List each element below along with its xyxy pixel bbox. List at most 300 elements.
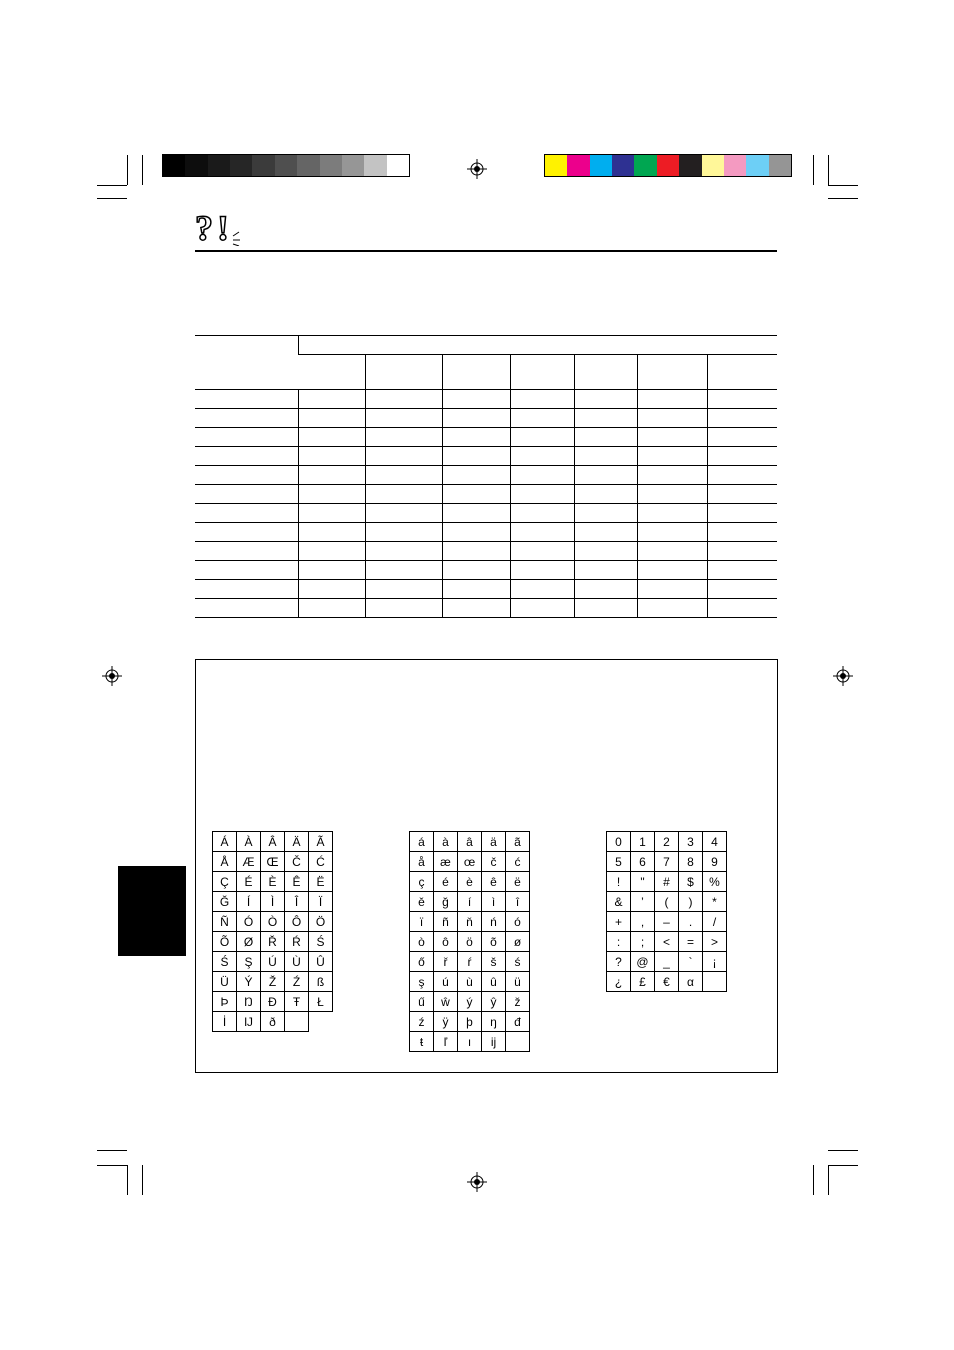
character-cell: Õ (213, 932, 237, 952)
character-cell: Å (213, 852, 237, 872)
character-cell: É (237, 872, 261, 892)
character-row (410, 952, 530, 972)
crop-mark (813, 1165, 814, 1195)
character-cell: Ć (309, 852, 333, 872)
character-cell: ç (410, 872, 434, 892)
character-cell: ć (506, 852, 530, 872)
character-cell: í (458, 892, 482, 912)
calibration-swatch (634, 155, 656, 176)
table-cell (638, 580, 708, 599)
table-cell (638, 504, 708, 523)
character-row (213, 932, 333, 952)
table-cell (443, 523, 511, 542)
character-cell: Î (285, 892, 309, 912)
crop-mark (828, 185, 858, 186)
character-cell: ä (482, 832, 506, 852)
character-cell: œ (458, 852, 482, 872)
table-cell (195, 466, 298, 485)
character-cell: $ (679, 872, 703, 892)
table-cell (511, 390, 575, 409)
character-cell: % (703, 872, 727, 892)
character-cell: Đ (261, 992, 285, 1012)
table-cell (708, 409, 777, 428)
calibration-swatch (364, 155, 386, 176)
table-row (195, 504, 777, 523)
table-cell (298, 561, 365, 580)
color-calibration-strip (544, 154, 792, 177)
character-row (213, 952, 333, 972)
character-cell: ) (679, 892, 703, 912)
character-cell (506, 1032, 530, 1052)
calibration-swatch (567, 155, 589, 176)
table-cell (443, 409, 511, 428)
table-cell (708, 355, 777, 390)
character-cell: ß (309, 972, 333, 992)
character-cell: + (607, 912, 631, 932)
character-cell: ĳ (482, 1032, 506, 1052)
character-cell: Ş (237, 952, 261, 972)
registration-target-icon (467, 1172, 487, 1192)
character-cell: Ã (309, 832, 333, 852)
character-cell: ě (410, 892, 434, 912)
character-cell: â (458, 832, 482, 852)
table-cell (443, 466, 511, 485)
character-cell: ŧ (410, 1032, 434, 1052)
table-row (195, 428, 777, 447)
table-cell (366, 409, 443, 428)
table-row (195, 409, 777, 428)
character-cell: À (237, 832, 261, 852)
symbol-character-table (606, 831, 727, 992)
table-cell (195, 561, 298, 580)
character-cell: ó (506, 912, 530, 932)
table-cell (511, 542, 575, 561)
table-cell (575, 561, 638, 580)
table-cell (366, 599, 443, 618)
table-cell (443, 580, 511, 599)
character-cell: ú (434, 972, 458, 992)
character-cell: Ŋ (237, 992, 261, 1012)
table-cell (298, 336, 777, 355)
uppercase-character-table (212, 831, 333, 1032)
character-cell: Ŕ (285, 932, 309, 952)
character-cell: ¿ (607, 972, 631, 992)
character-cell: ŷ (482, 992, 506, 1012)
table-cell (575, 466, 638, 485)
character-cell: , (631, 912, 655, 932)
character-cell: : (607, 932, 631, 952)
character-row (607, 932, 727, 952)
character-cell: < (655, 932, 679, 952)
character-cell: Ë (309, 872, 333, 892)
character-row (213, 872, 333, 892)
table-cell (195, 336, 298, 390)
calibration-swatch (387, 155, 409, 176)
character-cell: Ô (285, 912, 309, 932)
character-cell: å (410, 852, 434, 872)
table-cell (708, 466, 777, 485)
character-cell: 5 (607, 852, 631, 872)
table-cell (195, 504, 298, 523)
table-cell (366, 355, 443, 390)
table-cell (298, 409, 365, 428)
character-cell: ! (607, 872, 631, 892)
character-row (607, 972, 727, 992)
registration-target-icon (102, 666, 122, 686)
table-cell (298, 447, 365, 466)
character-cell: ; (631, 932, 655, 952)
table-cell (443, 390, 511, 409)
character-cell: Č (285, 852, 309, 872)
table-row (195, 561, 777, 580)
question-exclamation-icon (195, 208, 247, 246)
character-cell: 6 (631, 852, 655, 872)
character-cell: 7 (655, 852, 679, 872)
character-cell: Ř (261, 932, 285, 952)
table-cell (366, 523, 443, 542)
crop-mark (828, 1165, 829, 1195)
table-cell (575, 390, 638, 409)
table-cell (511, 428, 575, 447)
character-cell: Ğ (213, 892, 237, 912)
table-cell (443, 485, 511, 504)
character-cell: Ù (285, 952, 309, 972)
character-cell: 9 (703, 852, 727, 872)
character-cell: ľ (434, 1032, 458, 1052)
crop-mark (828, 155, 829, 185)
table-cell (195, 409, 298, 428)
character-cell: ŵ (434, 992, 458, 1012)
character-cell: Í (237, 892, 261, 912)
calibration-swatch (657, 155, 679, 176)
character-cell: * (703, 892, 727, 912)
character-cell: Ž (261, 972, 285, 992)
svg-text:?: ? (195, 208, 213, 246)
character-cell: š (482, 952, 506, 972)
table-cell (195, 523, 298, 542)
table-cell (575, 523, 638, 542)
character-cell: Ü (213, 972, 237, 992)
character-row (213, 852, 333, 872)
character-cell: ò (410, 932, 434, 952)
table-row (195, 447, 777, 466)
calibration-swatch (208, 155, 230, 176)
table-cell (443, 504, 511, 523)
table-cell (443, 599, 511, 618)
table-cell (195, 428, 298, 447)
registration-target-icon (833, 666, 853, 686)
character-cell: 3 (679, 832, 703, 852)
character-row (607, 912, 727, 932)
character-row (410, 852, 530, 872)
table-cell (575, 504, 638, 523)
table-cell (511, 580, 575, 599)
table-cell (366, 542, 443, 561)
character-cell: ë (506, 872, 530, 892)
table-cell (638, 466, 708, 485)
table-cell (708, 561, 777, 580)
character-cell: à (434, 832, 458, 852)
character-cell: ø (506, 932, 530, 952)
character-cell: đ (506, 1012, 530, 1032)
table-cell (443, 542, 511, 561)
character-cell: ň (458, 912, 482, 932)
character-cell: _ (655, 952, 679, 972)
character-cell: Ú (261, 952, 285, 972)
character-row (607, 952, 727, 972)
character-cell: Ø (237, 932, 261, 952)
calibration-swatch (746, 155, 768, 176)
table-cell (638, 485, 708, 504)
character-cell: Ł (309, 992, 333, 1012)
table-cell (575, 447, 638, 466)
table-cell (575, 409, 638, 428)
table-cell (575, 542, 638, 561)
table-cell (366, 561, 443, 580)
table-cell (575, 355, 638, 390)
character-cell: 1 (631, 832, 655, 852)
table-cell (575, 428, 638, 447)
character-row (213, 892, 333, 912)
blank-table (195, 335, 777, 618)
character-cell: ñ (434, 912, 458, 932)
character-cell: ê (482, 872, 506, 892)
crop-mark (127, 1165, 128, 1195)
character-cell (285, 1012, 309, 1032)
header-rule (195, 250, 777, 252)
character-cell: Á (213, 832, 237, 852)
crop-mark (97, 185, 127, 186)
calibration-swatch (545, 155, 567, 176)
character-cell: ű (410, 992, 434, 1012)
character-cell: ś (506, 952, 530, 972)
character-cell: ÿ (434, 1012, 458, 1032)
character-cell: ü (506, 972, 530, 992)
character-row (607, 852, 727, 872)
character-cell: ř (434, 952, 458, 972)
character-cell: î (506, 892, 530, 912)
character-cell: Ò (261, 912, 285, 932)
table-cell (366, 504, 443, 523)
calibration-swatch (252, 155, 274, 176)
table-cell (298, 504, 365, 523)
character-cell: 8 (679, 852, 703, 872)
crop-mark (828, 1150, 858, 1151)
character-cell: ? (607, 952, 631, 972)
table-cell (366, 428, 443, 447)
crop-mark (97, 1150, 127, 1151)
table-cell (708, 599, 777, 618)
table-cell (638, 428, 708, 447)
character-cell: ï (410, 912, 434, 932)
table-cell (366, 485, 443, 504)
table-cell (511, 523, 575, 542)
table-cell (708, 428, 777, 447)
character-cell: Ñ (213, 912, 237, 932)
table-cell (195, 580, 298, 599)
character-cell: ŕ (458, 952, 482, 972)
crop-mark (97, 198, 127, 199)
section-tab (118, 866, 186, 956)
calibration-swatch (320, 155, 342, 176)
table-cell (511, 599, 575, 618)
table-cell (298, 390, 365, 409)
table-cell (511, 409, 575, 428)
table-cell (298, 466, 365, 485)
character-row (213, 992, 333, 1012)
character-cell: " (631, 872, 655, 892)
table-cell (638, 390, 708, 409)
crop-mark (828, 198, 858, 199)
character-cell: á (410, 832, 434, 852)
table-row (195, 523, 777, 542)
character-cell: 4 (703, 832, 727, 852)
gray-calibration-strip (162, 154, 410, 177)
character-cell: č (482, 852, 506, 872)
table-row (195, 466, 777, 485)
character-cell: æ (434, 852, 458, 872)
table-cell (638, 409, 708, 428)
table-cell (298, 542, 365, 561)
table-header-row (195, 336, 777, 355)
character-cell: Â (261, 832, 285, 852)
character-cell: Æ (237, 852, 261, 872)
character-cell: ` (679, 952, 703, 972)
character-cell: . (679, 912, 703, 932)
table-cell (511, 561, 575, 580)
character-cell: ı (458, 1032, 482, 1052)
calibration-swatch (230, 155, 252, 176)
character-cell: Ó (237, 912, 261, 932)
calibration-swatch (275, 155, 297, 176)
character-cell: ô (434, 932, 458, 952)
character-cell: Û (309, 952, 333, 972)
crop-mark (142, 155, 143, 185)
character-cell: Ï (309, 892, 333, 912)
character-cell: @ (631, 952, 655, 972)
character-row (410, 932, 530, 952)
character-row (213, 1012, 333, 1032)
table-cell (511, 504, 575, 523)
character-row (213, 912, 333, 932)
character-row (410, 832, 530, 852)
crop-mark (813, 155, 814, 185)
character-row (410, 992, 530, 1012)
table-cell (195, 390, 298, 409)
table-cell (298, 523, 365, 542)
registration-target-icon (467, 159, 487, 179)
character-cell: ý (458, 992, 482, 1012)
character-cell: õ (482, 932, 506, 952)
table-cell (298, 428, 365, 447)
crop-mark (127, 155, 128, 185)
character-row (410, 912, 530, 932)
calibration-swatch (724, 155, 746, 176)
character-row (607, 892, 727, 912)
character-cell: Ŧ (285, 992, 309, 1012)
character-cell: # (655, 872, 679, 892)
table-row (195, 580, 777, 599)
calibration-swatch (769, 155, 791, 176)
character-row (410, 1032, 530, 1052)
character-row (607, 872, 727, 892)
character-cell: È (261, 872, 285, 892)
table-cell (366, 466, 443, 485)
table-cell (366, 580, 443, 599)
table-cell (638, 561, 708, 580)
character-row (213, 832, 333, 852)
character-cell: Ź (285, 972, 309, 992)
character-cell: ń (482, 912, 506, 932)
table-cell (575, 580, 638, 599)
character-cell: ğ (434, 892, 458, 912)
character-cell: Ś (213, 952, 237, 972)
calibration-swatch (702, 155, 724, 176)
character-cell: û (482, 972, 506, 992)
lowercase-character-table (409, 831, 530, 1052)
calibration-swatch (163, 155, 185, 176)
table-cell (443, 355, 511, 390)
table-cell (511, 466, 575, 485)
character-cell: ð (261, 1012, 285, 1032)
character-cell: ŋ (482, 1012, 506, 1032)
calibration-swatch (679, 155, 701, 176)
table-cell (366, 390, 443, 409)
table-cell (298, 599, 365, 618)
table-row (195, 390, 777, 409)
table-cell (195, 542, 298, 561)
character-cell: Þ (213, 992, 237, 1012)
character-cell: ¡ (703, 952, 727, 972)
character-cell: Ý (237, 972, 261, 992)
table-cell (638, 523, 708, 542)
table-cell (298, 580, 365, 599)
table-cell (708, 485, 777, 504)
table-cell (708, 523, 777, 542)
crop-mark (97, 1165, 127, 1166)
character-cell: Ś (309, 932, 333, 952)
character-cell: > (703, 932, 727, 952)
character-row (410, 1012, 530, 1032)
character-cell: İ (213, 1012, 237, 1032)
table-cell (298, 485, 365, 504)
character-cell: £ (631, 972, 655, 992)
table-cell (511, 485, 575, 504)
table-row (195, 485, 777, 504)
character-cell: ì (482, 892, 506, 912)
character-cell: Ĳ (237, 1012, 261, 1032)
character-cell: ź (410, 1012, 434, 1032)
character-cell: Ö (309, 912, 333, 932)
character-cell: þ (458, 1012, 482, 1032)
table-cell (638, 355, 708, 390)
table-cell (511, 355, 575, 390)
table-cell (708, 390, 777, 409)
crop-mark (828, 1165, 858, 1166)
character-cell: ş (410, 972, 434, 992)
calibration-swatch (590, 155, 612, 176)
table-cell (575, 599, 638, 618)
table-cell (298, 355, 365, 390)
calibration-swatch (342, 155, 364, 176)
character-cell: è (458, 872, 482, 892)
table-cell (443, 561, 511, 580)
character-row (213, 972, 333, 992)
calibration-swatch (612, 155, 634, 176)
table-cell (708, 447, 777, 466)
table-cell (708, 542, 777, 561)
character-cell: 0 (607, 832, 631, 852)
